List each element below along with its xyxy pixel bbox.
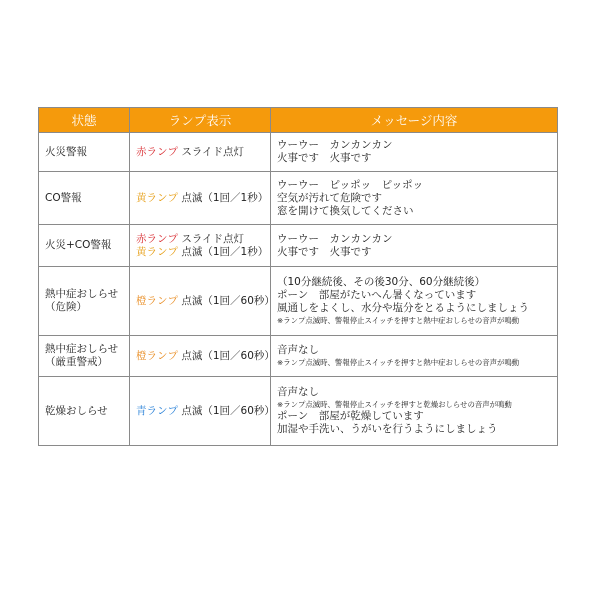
- lamp-mode: 点滅（1回／60秒）: [178, 294, 275, 307]
- lamp-color-name: 橙ランプ: [136, 349, 178, 362]
- lamp-mode: 点滅（1回／1秒）: [178, 245, 269, 258]
- message-line: ウーウー ピッポッ ピッポッ: [277, 178, 424, 191]
- status-text: 乾燥おしらせ: [45, 404, 108, 417]
- status-text: 熱中症おしらせ: [45, 343, 119, 355]
- lamp-display-cell: [130, 133, 271, 172]
- alarm-spec-table-container: [38, 107, 557, 446]
- message-cell: [271, 336, 558, 377]
- lamp-mode: スライド点灯: [178, 145, 245, 158]
- table-header: [39, 108, 558, 133]
- lamp-line: [136, 233, 264, 246]
- message-note: ※ランプ点滅時、警報停止スイッチを押すと乾燥おしらせの音声が鳴動: [277, 400, 512, 409]
- message-line: ウーウー カンカンカン: [277, 232, 393, 245]
- lamp-color-name: 赤ランプ: [136, 232, 178, 245]
- status-cell: [39, 336, 130, 377]
- message-cell: [271, 133, 558, 172]
- status-text: （危険）: [45, 301, 87, 313]
- table-row: [39, 225, 558, 267]
- status-cell: [39, 225, 130, 267]
- message-line: 加湿や手洗い、うがいを行うようにしましょう: [277, 423, 498, 435]
- lamp-line: [136, 294, 275, 308]
- message-line: 火事です 火事です: [277, 152, 372, 164]
- message-line: 音声なし: [277, 344, 319, 356]
- lamp-display-cell: [130, 377, 275, 446]
- message-note: ※ランプ点滅時、警報停止スイッチを押すと熱中症おしらせの音声が鳴動: [277, 316, 520, 325]
- message-line: 火事です 火事です: [277, 245, 372, 258]
- lamp-line: [136, 404, 275, 418]
- lamp-color-name: 黄ランプ: [136, 191, 178, 204]
- lamp-color-name: 赤ランプ: [136, 145, 178, 158]
- status-text: （厳重警戒）: [45, 356, 108, 368]
- lamp-color-name: 橙ランプ: [136, 294, 178, 307]
- status-text: CO警報: [45, 191, 82, 204]
- message-cell: [271, 267, 558, 336]
- status-cell: [39, 267, 130, 336]
- header-row: [39, 108, 558, 133]
- header-status: 状態: [39, 108, 130, 133]
- lamp-display-cell: [130, 336, 275, 377]
- table-body: [39, 133, 558, 446]
- status-cell: [39, 172, 130, 225]
- lamp-display-cell: [130, 172, 271, 225]
- alarm-spec-table: [38, 107, 558, 446]
- header-lamp-display: ランプ表示: [130, 108, 271, 133]
- status-text: 火災警報: [45, 145, 87, 158]
- message-cell: [271, 377, 558, 446]
- message-line: ウーウー カンカンカン: [277, 139, 393, 151]
- message-line: ポーン 部屋がたいへん暑くなっています: [277, 289, 477, 301]
- lamp-mode: 点滅（1回／60秒）: [178, 349, 275, 362]
- message-cell: [271, 172, 558, 225]
- lamp-color-name: 青ランプ: [136, 404, 178, 417]
- message-line: 音声なし: [277, 386, 319, 398]
- table-row: [39, 377, 558, 446]
- message-cell: [271, 225, 558, 267]
- table-row: [39, 172, 558, 225]
- message-line: 風通しをよくし、水分や塩分をとるようにしましょう: [277, 302, 529, 314]
- lamp-line: [136, 245, 269, 259]
- message-line: 空気が汚れて危険です: [277, 191, 382, 204]
- lamp-line: [136, 349, 275, 363]
- lamp-line: [136, 191, 269, 205]
- table-row: [39, 267, 558, 336]
- message-line: ポーン 部屋が乾燥しています: [277, 410, 424, 422]
- lamp-line: [136, 146, 264, 159]
- lamp-mode: 点滅（1回／60秒）: [178, 404, 275, 417]
- lamp-display-cell: [130, 267, 275, 336]
- status-cell: [39, 133, 130, 172]
- table-row: [39, 133, 558, 172]
- lamp-mode: スライド点灯: [178, 232, 245, 245]
- table-row: [39, 336, 558, 377]
- message-line: （10分継続後、その後30分、60分継続後）: [277, 276, 486, 288]
- lamp-color-name: 黄ランプ: [136, 245, 178, 258]
- lamp-display-cell: [130, 225, 271, 267]
- status-text: 熱中症おしらせ: [45, 288, 119, 300]
- status-cell: [39, 377, 130, 446]
- status-text: 火災+CO警報: [45, 239, 112, 251]
- lamp-mode: 点滅（1回／1秒）: [178, 191, 269, 204]
- message-note: ※ランプ点滅時、警報停止スイッチを押すと熱中症おしらせの音声が鳴動: [277, 358, 520, 367]
- message-line: 窓を開けて換気してください: [277, 204, 414, 217]
- header-message-content: メッセージ内容: [271, 108, 558, 133]
